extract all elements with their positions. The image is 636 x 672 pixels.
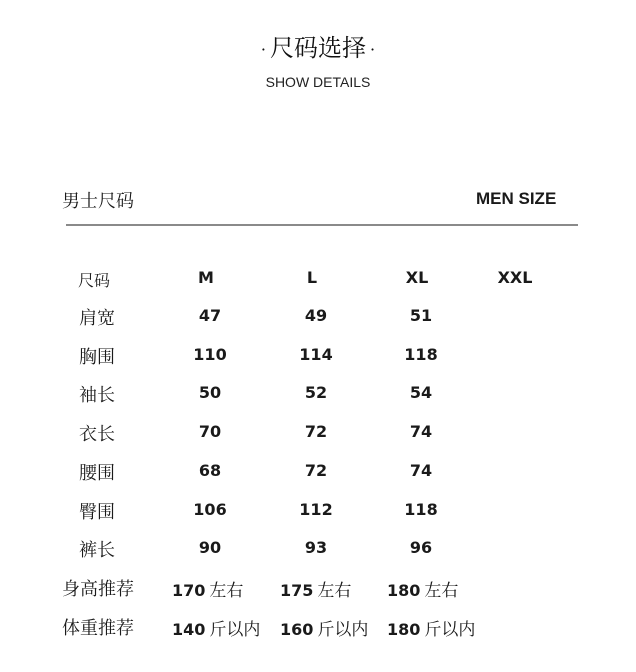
measurement-value: 51 [409, 306, 433, 325]
recommend-number: 170 [172, 580, 206, 600]
measurement-value: 47 [198, 306, 222, 325]
recommend-label: 体重推荐 [62, 617, 134, 639]
table-corner-label: 尺码 [78, 271, 111, 290]
measurement-value: 106 [193, 499, 227, 519]
measurement-value: 54 [409, 383, 433, 403]
page-title [0, 28, 636, 63]
measurement-value: 96 [409, 538, 433, 558]
size-column-m: M [198, 268, 214, 287]
measurement-value: 68 [198, 460, 222, 480]
measurement-value: 118 [404, 499, 438, 519]
row-label: 肩宽 [79, 308, 115, 329]
measurement-value: 72 [304, 422, 328, 442]
title-dot-right: · [370, 40, 376, 59]
measurement-value: 49 [304, 306, 328, 325]
section-label-cn: 男士尺码 [62, 191, 134, 212]
recommend-number: 180 [387, 580, 421, 600]
recommend-number: 180 [387, 619, 421, 639]
recommend-label: 身高推荐 [62, 578, 134, 600]
recommend-number: 160 [280, 619, 314, 639]
measurement-value: 72 [304, 460, 328, 480]
measurement-value: 118 [404, 344, 438, 364]
size-column-xxl: XXL [497, 268, 533, 287]
row-label: 裤长 [79, 540, 115, 562]
row-label: 袖长 [79, 385, 115, 407]
row-label: 胸围 [79, 346, 115, 368]
recommend-suffix: 斤以内 [424, 619, 476, 640]
row-label: 臀围 [79, 501, 115, 523]
measurement-value: 74 [409, 460, 433, 480]
page-subtitle: SHOW DETAILS [265, 74, 371, 90]
row-label: 腰围 [79, 462, 115, 484]
measurement-value: 90 [198, 538, 222, 558]
measurement-value: 112 [299, 499, 333, 519]
recommend-value [280, 576, 351, 601]
section-label-en: MEN SIZE [476, 189, 557, 208]
measurement-value: 52 [304, 383, 328, 403]
measurement-value: 110 [193, 344, 227, 364]
recommend-value [280, 615, 368, 640]
section-divider [66, 224, 578, 226]
size-column-xl: XL [405, 268, 429, 287]
row-label: 衣长 [79, 424, 115, 446]
measurement-value: 74 [409, 422, 433, 442]
size-column-l: L [306, 268, 318, 287]
recommend-value [387, 615, 475, 640]
recommend-suffix: 左右 [317, 580, 352, 601]
measurement-value: 70 [198, 422, 222, 442]
recommend-value [172, 576, 243, 601]
recommend-value [387, 576, 458, 601]
recommend-suffix: 左右 [209, 580, 244, 601]
title-text: 尺码选择 [270, 34, 366, 62]
recommend-suffix: 左右 [424, 580, 459, 601]
measurement-value: 50 [198, 383, 222, 403]
recommend-suffix: 斤以内 [209, 619, 261, 640]
measurement-value: 93 [304, 538, 328, 558]
measurement-value: 114 [299, 344, 333, 364]
title-dot-left: · [260, 40, 266, 59]
recommend-number: 175 [280, 580, 314, 600]
recommend-suffix: 斤以内 [317, 619, 369, 640]
recommend-number: 140 [172, 619, 206, 639]
recommend-value [172, 615, 260, 640]
